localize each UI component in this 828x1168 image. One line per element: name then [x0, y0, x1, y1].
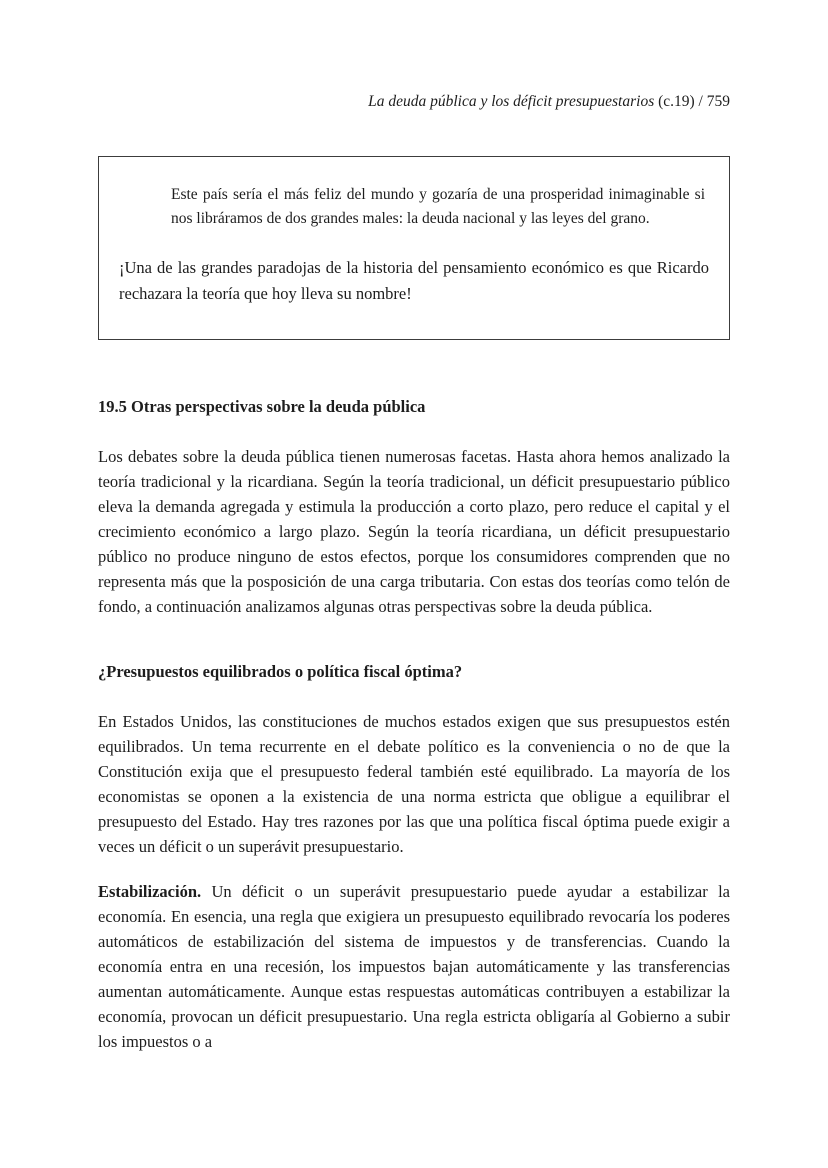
epigraph-text: Este país sería el más feliz del mundo y gozaría de una prosperidad inimaginable si nos libráramos de dos grandes males: la deuda nacional y las leyes del grano.	[171, 186, 705, 227]
section-heading: 19.5 Otras perspectivas sobre la deuda pública	[98, 397, 426, 416]
section-paragraph: Los debates sobre la deuda pública tienen numerosas facetas. Hasta ahora hemos analizado la teoría tradicional y la ricardiana. Según la teoría tradicional, un déficit presupuestario público eleva la demanda agregada y estimula la producción a corto plazo, pero reduce el capital y el crecimiento económico a largo plazo. Según la teoría ricardiana, un déficit presupuestario público no produce ninguno de estos efectos, porque los consumidores comprenden que no representa más que la posposición de una carga tributaria. Con estas dos teorías como telón de fondo, a continuación analizamos algunas otras perspectivas sobre la deuda pública.	[98, 447, 730, 616]
running-header-chapter-title: La deuda pública y los déficit presupuestarios	[368, 93, 655, 110]
stabilization-paragraph	[98, 879, 730, 1054]
quote-comment-text: ¡Una de las grandes paradojas de la historia del pensamiento económico es que Ricardo rechazara la teoría que hoy lleva su nombre!	[119, 258, 709, 303]
stabilization-paragraph-text: Un déficit o un superávit presupuestario puede ayudar a estabilizar la economía. En esencia, una regla que exigiera un presupuesto equilibrado revocaría los poderes automáticos de estabilización del sistema de impuestos y de transferencias. Cuando la economía entra en una recesión, los impuestos bajan automáticamente y las transferencias aumentan automáticamente. Aunque estas respuestas automáticas contribuyen a estabilizar la economía, provocan un déficit presupuestario. Una regla estricta obligaría al Gobierno a subir los impuestos o a	[98, 882, 730, 1051]
subsection-heading: ¿Presupuestos equilibrados o política fiscal óptima?	[98, 662, 463, 681]
running-header-page-number: (c.19) / 759	[654, 93, 730, 110]
running-header	[98, 92, 730, 112]
stabilization-paragraph-lead: Estabilización.	[98, 882, 202, 901]
subsection-paragraph: En Estados Unidos, las constituciones de muchos estados exigen que sus presupuestos estén equilibrados. Un tema recurrente en el debate político es la conveniencia o no de que la Constitución exija que el presupuesto federal también esté equilibrado. La mayoría de los economistas se oponen a la existencia de una norma estricta que obligue a equilibrar el presupuesto del Estado. Hay tres razones por las que una política fiscal óptima puede exigir a veces un déficit o un superávit presupuestario.	[98, 712, 730, 856]
quote-box	[98, 156, 730, 340]
